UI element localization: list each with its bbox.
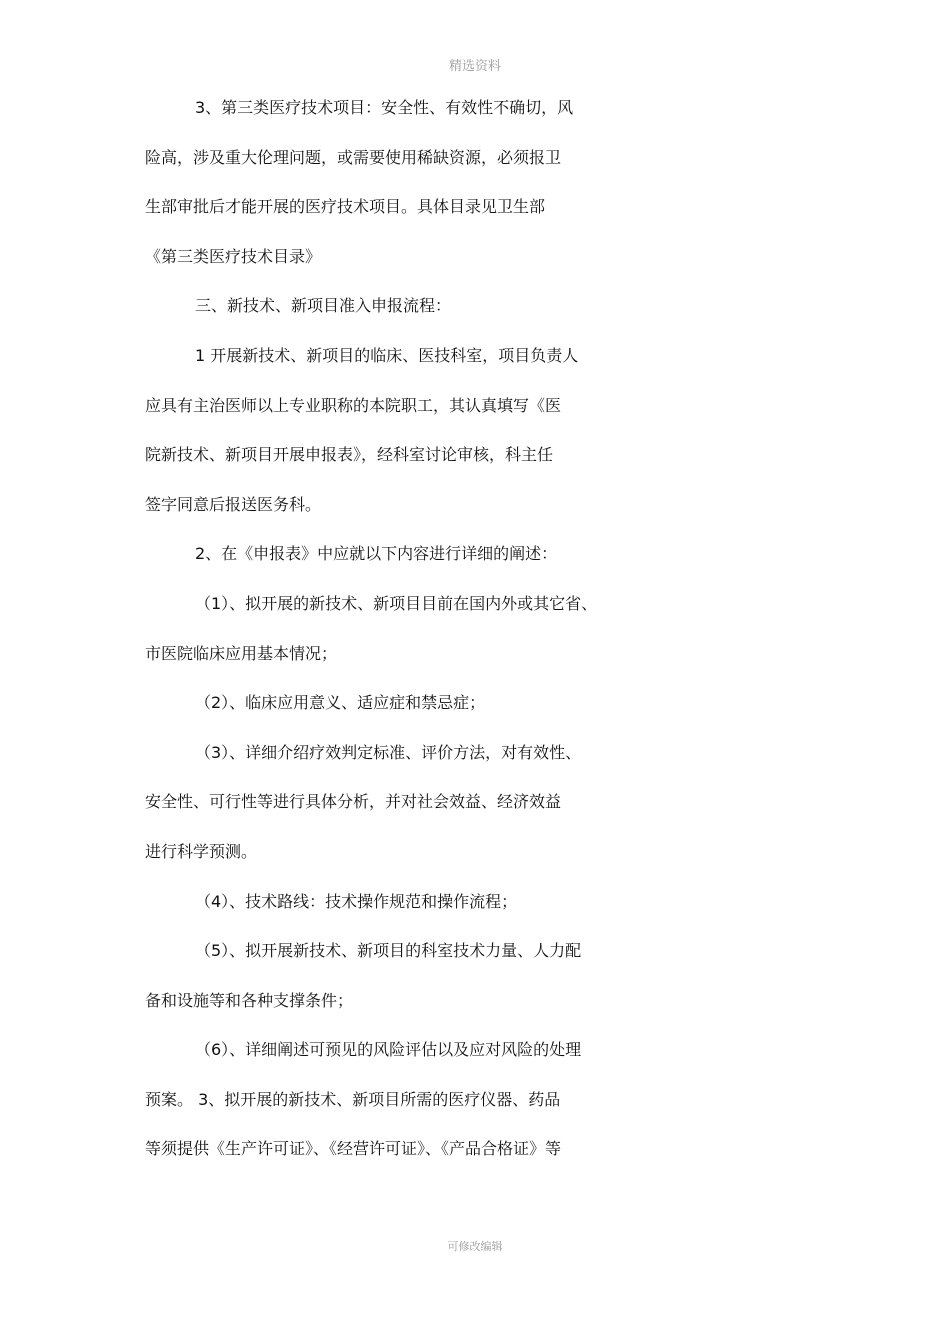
text-line: 应具有主治医师以上专业职称的本院职工，其认真填写《医: [145, 395, 562, 415]
text-line: 进行科学预测。: [145, 841, 258, 861]
text-line: 安全性、可行性等进行具体分析，并对社会效益、经济效益: [145, 792, 562, 812]
text-line: （5）、拟开展新技术、新项目的科室技术力量、人力配: [195, 941, 582, 961]
page-header: 精选资料: [448, 59, 501, 74]
page-footer: 可修改编辑: [447, 1240, 503, 1253]
text-line: 3、第三类医疗技术项目：安全性、有效性不确切，风: [195, 98, 574, 117]
text-line: （4）、技术路线：技术操作规范和操作流程；: [195, 891, 518, 911]
text-line: 2、在《申报表》中应就以下内容进行详细的阐述：: [195, 544, 558, 564]
text-line: （3）、详细介绍疗效判定标准、评价方法，对有效性、: [195, 742, 582, 762]
text-line: 《第三类医疗技术目录》: [145, 246, 322, 266]
text-line: 备和设施等和各种支撑条件；: [145, 990, 354, 1010]
text-line: （2）、临床应用意义、适应症和禁忌症；: [195, 693, 486, 713]
text-line: 生部审批后才能开展的医疗技术项目。具体目录见卫生部: [145, 197, 546, 217]
text-line: 院新技术、新项目开展申报表》，经科室讨论审核，科主任: [145, 445, 554, 465]
text-line: 1 开展新技术、新项目的临床、医技科室，项目负责人: [195, 345, 579, 365]
text-line: （6）、详细阐述可预见的风险评估以及应对风险的处理: [195, 1040, 582, 1060]
text-line: 三、新技术、新项目准入申报流程：: [195, 296, 452, 316]
text-line: 市医院临床应用基本情况；: [145, 643, 338, 663]
text-line: 险高，涉及重大伦理问题，或需要使用稀缺资源，必须报卫: [145, 147, 562, 167]
text-line: 签字同意后报送医务科。: [145, 494, 322, 514]
document-body: [145, 95, 810, 1186]
text-line: （1）、拟开展的新技术、新项目目前在国内外或其它省、: [195, 593, 598, 613]
text-line: 等须提供《生产许可证》、《经营许可证》、《产品合格证》等: [145, 1139, 562, 1159]
text-line: 预案。 3、拟开展的新技术、新项目所需的医疗仪器、药品: [145, 1089, 561, 1109]
